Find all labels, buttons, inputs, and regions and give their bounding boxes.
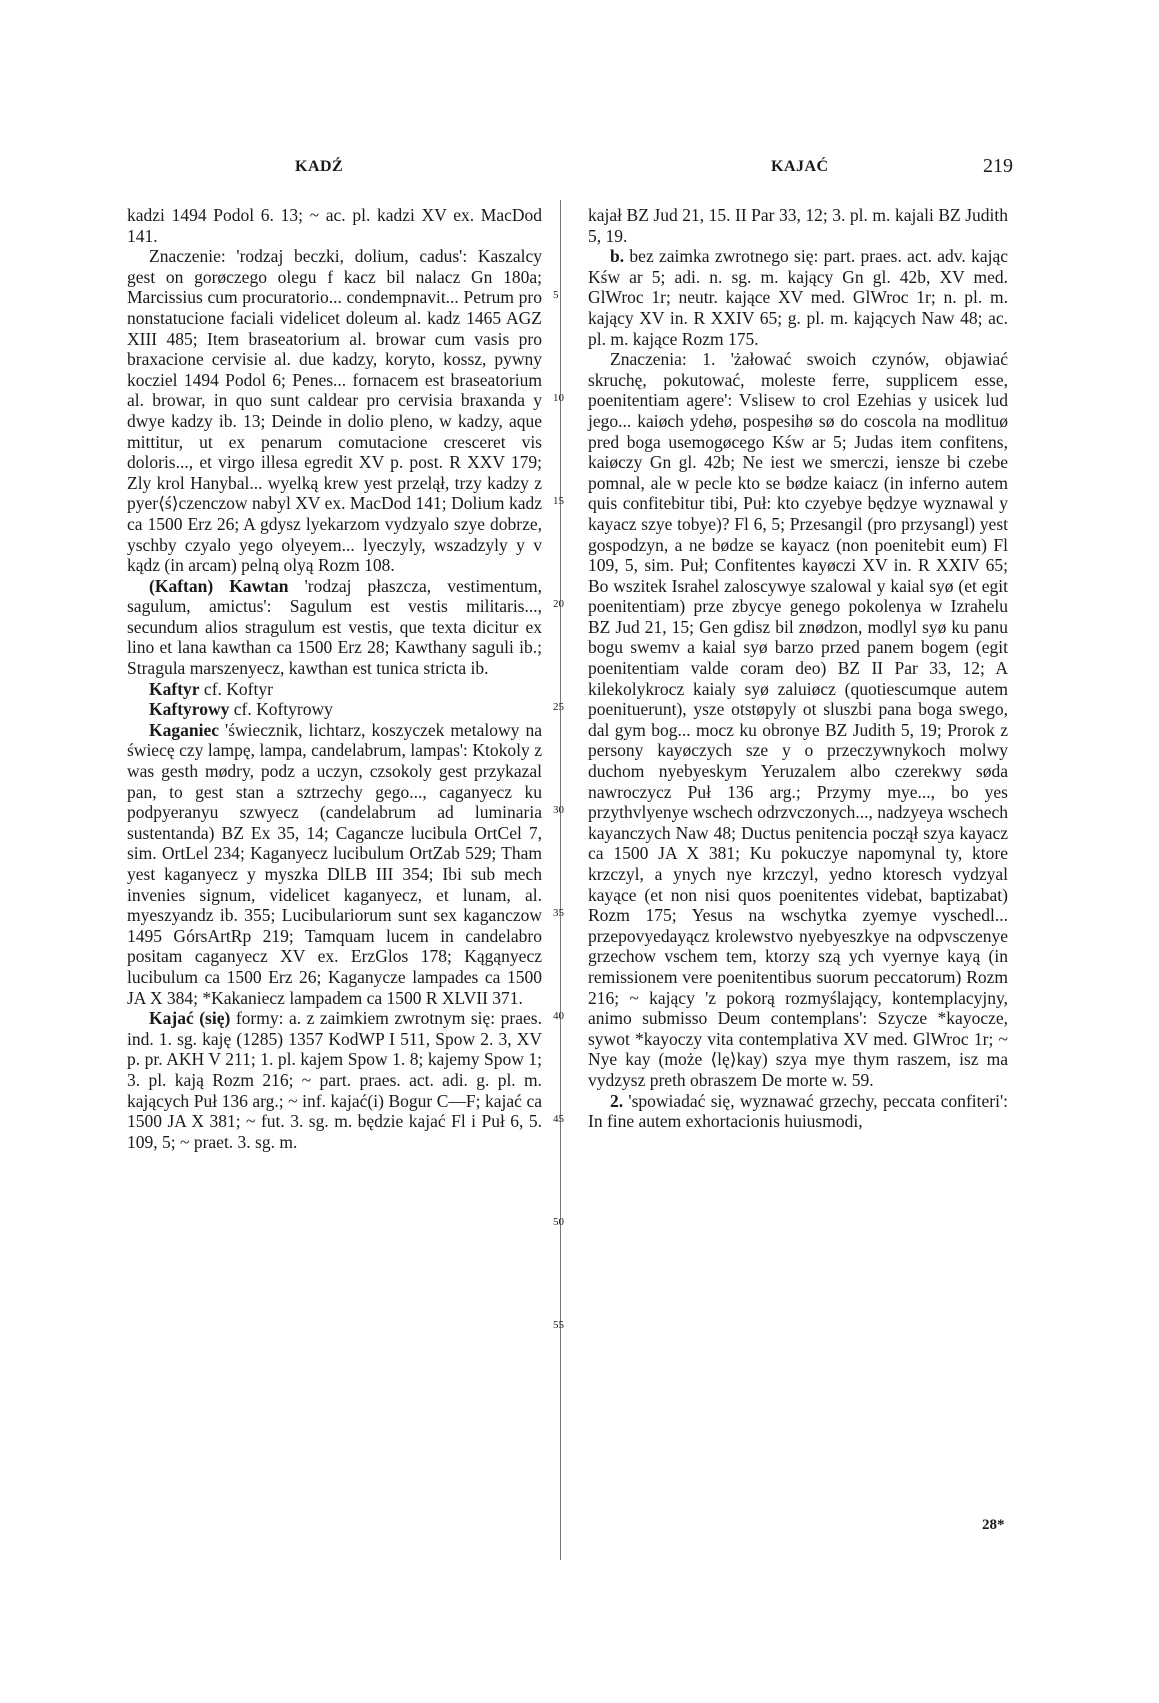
entry-text: kajał BZ Jud 21, 15. II Par 33, 12; 3. pl. m. kajali BZ Judith 5, 19. — [588, 205, 1008, 246]
entry-headword: (Kaftan) Kawtan — [149, 575, 289, 596]
column-divider — [560, 200, 561, 1560]
entry-paragraph — [127, 699, 542, 720]
right-column — [588, 205, 1008, 1132]
line-number: 40 — [553, 1010, 564, 1022]
line-number: 55 — [553, 1319, 564, 1331]
left-column — [127, 205, 542, 1152]
entry-text: 'świecznik, lichtarz, koszyczek metalowy na świecę czy lampę, lampa, candelabrum, lampas': Ktokoly z was gesth mødry, podz a uczyn, czsokoly gest przykazal pan, to gest stan a sztrzechy gego..., caganyecz ku podpyeranyu szwyecz (candelabrum ad luminaria sustentanda) BZ Ex 35, 14; Cagancze lucibula OrtCel 7, sim. OrtLel 234; Kaganyecz lucibulum OrtZab 529; Tham yest kaganyecz y myszka DlLB III 354; Ibi sub mech invenies signum, videlicet kaganyecz, et lunam, al. myeszyandz ib. 355; Lucibulariorum sunt sex kaganczow 1495 GórsArtRp 219; Tamquam lucem in candelabro positam caganyecz XV ex. ErzGlos 178; Kągąnyecz lucibulum ca 1500 Erz 26; Kaganycze lampades ca 1500 JA X 384; *Kakaniecz lampadem ca 1500 R XLVII 371. — [127, 719, 542, 1008]
entry-paragraph — [588, 205, 1008, 246]
entry-text: Znaczenia: 1. 'żałować swoich czynów, objawiać skruchę, pokutować, moleste ferre, supplicem esse, poenitentiam agere': Vslisew to crol Ezehias y usicek lud jego... kaiøch ydehø, pospesihø sø do coscola na modlituø pred boga usemogøcego Kśw ar 5; Judas item confitens, kaiøczy Gn gl. 42b; Ne iest we smerczi, iensze bi czebe pomnal, ale w pecle kto se bødze kaiacz (in inferno autem quis confitebitur tibi, Puł: kto czyebye będzye wyznawal y kayacz szye tobye)? Fl 6, 5; Przesangil (pro przysangl) yest gospodzyn, a ne bødze se kayacz (non poenitebit eum) Fl 109, 5, sim. Puł; Confitentes kayøczi XV in. R XXIV 65; Bo wszitek Israhel zaloscywye szalowal y kaial syø (et egit poenitentiam) prze zbycye genego pokolenya w Izrahelu BZ Jud 21, 15; Gen gdisz bil znødzon, modlyl syø ku panu bogu swemv a kaial syø barzo przed panem bogem (egit poenitentiam valde coram deo) BZ II Par 33, 12; A kilekolykrocz kaialy syø zaluiøcz (quotiescumque autem poenituerunt), ysze otstøpyly ot sluszbi pana boga swego, dal gym bog... mocz ku obronye BZ Judith 5, 19; Prorok z persony kayøczych sze y o przeczywnykoch molwy duchom nyebyeskym Yeruzalem albo czerekwy søda nawroczycz Puł 136 arg.; Przymy mye..., bo yes przythvlyenye wschech odrzvczonych..., nadzyeya wschech kayanczych Naw 48; Ductus penitencia począł szya kayacz ca 1500 JA X 381; Ku pokuczye napomynal ty, ktore krzczyl, a ynych nye krzczyl, yedno ktoresch vydzyal kayące (et non nisi quos poenitentes videbat, baptizabat) Rozm 175; Yesus na wschytka zyemye vyschedl... przepovyedayącz krolewstvo nyebyeszkye na odpvsczenye grzechow vschem tem, ktorzy szą ych vyernye kayą (in remissionem vere poenitentibus suorum peccatorum) Rozm 216; ~ kający 'z pokorą rozmyślający, kontemplacyjny, animo submisso Deum contemplans': Szycze *kayocze, sywot *kayoczy vita contemplativa XV med. GlWroc 1r; ~ Nye kay (może ⟨lę⟩kay) szya mye thym raszem, isz ma vydzysz preth obraszem De morte w. 59. — [588, 349, 1008, 1090]
line-number: 50 — [553, 1216, 564, 1228]
entry-text: 'spowiadać się, wyznawać grzechy, peccata confiteri': In fine autem exhortacionis huiusmodi, — [588, 1090, 1008, 1132]
entry-paragraph — [127, 1008, 542, 1152]
line-number: 35 — [553, 907, 564, 919]
printer-signature: 28* — [982, 1517, 1005, 1533]
entry-text: formy: a. z zaimkiem zwrotnym się: praes. ind. 1. sg. kaję (1285) 1357 KodWP I 511, Spow 2. 3, XV p. pr. AKH V 211; 1. pl. kajem Spow 1. 8; kajemy Spow 1; 3. pl. kają Rozm 216; ~ part. praes. act. adi. g. pl. m. kających Puł 136 arg.; ~ inf. kajać(i) Bogur C—F; kajać ca 1500 JA X 381; ~ fut. 3. sg. m. będzie kajać Fl i Puł 6, 5. 109, 5; ~ praet. 3. sg. m. — [127, 1008, 542, 1152]
line-number: 20 — [553, 598, 564, 610]
line-number: 5 — [553, 289, 559, 301]
entry-paragraph — [127, 205, 542, 246]
entry-headword: Kaganiec — [149, 719, 219, 740]
line-number: 45 — [553, 1113, 564, 1125]
entry-headword: Kaftyr — [149, 678, 200, 699]
entry-headword: Kajać (się) — [149, 1008, 231, 1029]
entry-headword: b. — [610, 246, 625, 267]
entry-headword: Kaftyrowy — [149, 699, 230, 720]
entry-text: kadzi 1494 Podol 6. 13; ~ ac. pl. kadzi XV ex. MacDod 141. — [127, 205, 542, 246]
line-number: 25 — [553, 701, 564, 713]
entry-text: bez zaimka zwrotnego się: part. praes. act. adv. kając Kśw ar 5; adi. n. sg. m. kający Gn gl. 42b, XV med. GlWroc 1r; neutr. kające XV med. GlWroc 1r; n. pl. m. kający XV in. R XXIV 65; g. pl. m. kających Naw 48; ac. pl. m. kające Rozm 175. — [588, 246, 1008, 349]
line-number: 30 — [553, 804, 564, 816]
line-number: 15 — [553, 495, 564, 507]
entry-paragraph — [127, 679, 542, 700]
entry-text: 'rodzaj płaszcza, vestimentum, sagulum, amictus': Sagulum est vestis militaris..., secundum alios stragulum est vestis, que texta dicitur ex lino et lana kawthan ca 1500 Erz 28; Kawthany saguli ib.; Stragula marszenyecz, kawthan est tunica stricta ib. — [127, 575, 542, 679]
entry-text: cf. Koftyrowy — [229, 699, 333, 720]
entry-text: Znaczenie: 'rodzaj beczki, dolium, cadus': Kaszalcy gest on gorøczego olegu f kacz bil nalacz Gn 180a; Marcissius cum procuratorio... condempnavit... Petrum pro nonstatucione faciali videlicet doleum al. kadz 1465 AGZ XIII 485; Item braseatorium al. browar cum vasis pro braxacione cervisie al. due kadzy, koryto, kossz, pywny kocziel 1494 Podol 6; Penes... fornacem est braseatorium al. browar, in quo sunt caldear pro cervisia braxanda y dwye kadzy ib. 13; Deinde in dolio pleno, w kadzy, aque mittitur, ut ex penarum comutacione cresceret vis doloris..., et virgo illesa egredit XV p. post. R XXV 179; Zly krol Hanybal... wyelką krew yest przelął, trzy kadzy z pyer⟨ś⟩czenczow nabyl XV ex. MacDod 141; Dolium kadz ca 1500 Erz 26; A gdysz lyekarzom vydzyalo szye dobrze, yschby czyalo yego olyeyem... lyeczyly, wszadzyly y v kądz (in arcam) pelną olyą Rozm 108. — [127, 246, 542, 576]
entry-paragraph — [588, 1091, 1008, 1132]
entry-headword: 2. — [610, 1090, 624, 1111]
entry-paragraph — [127, 576, 542, 679]
entry-paragraph — [127, 246, 542, 576]
running-head-center: KAJAĆ — [771, 158, 829, 175]
entry-paragraph — [127, 720, 542, 1008]
page-number: 219 — [983, 155, 1013, 177]
running-head-left: KADŹ — [295, 158, 344, 175]
entry-text: cf. Koftyr — [199, 678, 273, 699]
entry-paragraph — [588, 349, 1008, 1090]
line-number: 10 — [553, 392, 564, 404]
entry-paragraph — [588, 246, 1008, 349]
